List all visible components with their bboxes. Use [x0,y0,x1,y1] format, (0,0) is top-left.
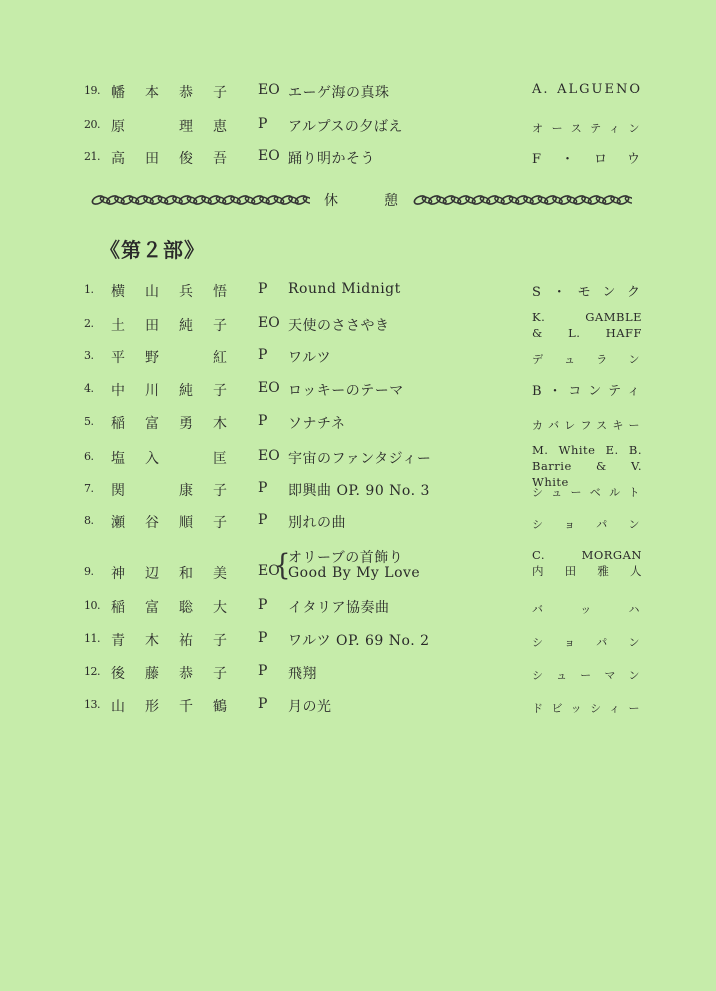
performer-name-char: 谷 [145,515,159,531]
instrument: EO [258,380,280,396]
composer: B・コンティ [532,384,642,399]
performer-name-char: 瀬 [111,515,125,531]
performer-name-char: 幡 [111,85,125,101]
item-number: 13. [84,698,100,711]
item-number: 21. [84,150,100,163]
instrument: P [258,347,268,363]
chain-ornament-left [90,194,310,206]
performer-name-char: 後 [111,666,125,682]
instrument: P [258,413,268,429]
instrument: EO [258,315,280,331]
performer-name-char: 藤 [145,666,159,682]
performer-name-char: 順 [179,515,193,531]
item-number: 19. [84,84,100,97]
performer-name-char: 富 [145,600,159,616]
performer-name-char: 山 [145,284,159,300]
performer-name-char: 子 [213,483,227,499]
composer: A. ALGUENO [532,82,642,97]
performer-name-char: 恭 [179,85,193,101]
song-title: イタリア協奏曲 [288,600,390,616]
instrument: P [258,696,268,712]
composer: C. MORGAN [532,548,642,562]
instrument: P [258,281,268,297]
composer: シューマン [532,669,642,682]
song-title: ワルツ [288,350,332,366]
song-title: 踊り明かそう [288,151,375,167]
performer-name-char: 恵 [213,119,227,135]
performer-name-char: 田 [145,151,159,167]
performer-name-char: 平 [111,350,125,366]
composer: S・モンク [532,285,642,300]
song-title: 宇宙のファンタジィー [288,451,432,467]
performer-name-char: 山 [111,699,125,715]
performer-name-char: 鶴 [213,699,227,715]
instrument: P [258,597,268,613]
performer-name-char: 紅 [213,350,227,366]
instrument: P [258,480,268,496]
item-number: 3. [84,349,94,362]
performer-name-char: 子 [213,318,227,334]
instrument: EO [258,82,280,98]
song-title: 天使のささやき [288,318,390,334]
performer-name-char: 形 [145,699,159,715]
item-number: 20. [84,118,100,131]
composer: バッハ [532,603,642,616]
performer-name-char: 吾 [213,151,227,167]
composer: ショパン [532,636,642,649]
composer: デュラン [532,353,642,366]
performer-name-char: 祐 [179,633,193,649]
performer-name-char: 本 [145,85,159,101]
performer-name-char: 木 [145,633,159,649]
performer-name-char: 高 [111,151,125,167]
composer: K. GAMBLE [532,310,642,324]
composer: M. White E. B. [532,443,642,457]
brace-mark: { [274,549,291,583]
instrument: P [258,630,268,646]
item-number: 8. [84,514,94,527]
item-number: 5. [84,415,94,428]
composer: シューベルト [532,486,642,499]
performer-name-char: 純 [179,383,193,399]
song-title: 別れの曲 [288,515,346,531]
performer-name-char: 入 [145,451,159,467]
part2-heading: 《第２部》 [100,238,205,262]
intermission-divider [90,190,630,210]
performer-name-char: 美 [213,566,227,582]
instrument: P [258,116,268,132]
song-title: ソナチネ [288,416,346,432]
performer-name-char: 千 [179,699,193,715]
song-title: 月の光 [288,699,332,715]
composer: ドビッシィー [532,702,642,715]
song-title-second: Good By My Love [288,565,421,581]
song-title: 即興曲 OP. 90 No. 3 [288,483,430,499]
performer-name-char: 康 [179,483,193,499]
performer-name-char: 子 [213,383,227,399]
composer: カバレフスキー [532,419,642,432]
performer-name-char: 中 [111,383,125,399]
composer-second-line: 内田雅人 [532,564,642,578]
performer-name-char: 匡 [213,451,227,467]
song-title: オリーブの首飾り [288,550,404,566]
performer-name-char: 理 [179,119,193,135]
performer-name-char: 横 [111,284,125,300]
performer-name-char: 田 [145,318,159,334]
composer-second-line: Barrie & V. White [532,459,642,489]
song-title: ワルツ OP. 69 No. 2 [288,633,430,649]
performer-name-char: 子 [213,633,227,649]
item-number: 9. [84,565,94,578]
performer-name-char: 青 [111,633,125,649]
performer-name-char: 純 [179,318,193,334]
performer-name-char: 恭 [179,666,193,682]
performer-name-char: 子 [213,85,227,101]
performer-name-char: 勇 [179,416,193,432]
performer-name-char: 辺 [145,566,159,582]
performer-name-char: 稲 [111,600,125,616]
performer-name-char: 原 [111,119,125,135]
performer-name-char: 聡 [179,600,193,616]
item-number: 11. [84,632,100,645]
song-title: アルプスの夕ばえ [288,119,403,135]
performer-name-char: 野 [145,350,159,366]
performer-name-char: 悟 [213,284,227,300]
composer: オースティン [532,122,642,135]
performer-name-char: 富 [145,416,159,432]
instrument: P [258,512,268,528]
performer-name-char: 神 [111,566,125,582]
performer-name-char: 兵 [179,284,193,300]
performer-name-char: 子 [213,666,227,682]
item-number: 2. [84,317,94,330]
composer: F・ロウ [532,152,642,167]
instrument: EO [258,448,280,464]
instrument: P [258,663,268,679]
song-title: Round Midnigt [288,281,401,297]
item-number: 4. [84,382,94,395]
performer-name-char: 関 [111,483,125,499]
composer-second-line: & L. HAFF [532,326,642,340]
performer-name-char: 子 [213,515,227,531]
chain-ornament-right [412,194,632,206]
performer-name-char: 川 [145,383,159,399]
instrument: EO [258,563,280,579]
performer-name-char: 土 [111,318,125,334]
performer-name-char: 塩 [111,451,125,467]
item-number: 6. [84,450,94,463]
song-title: 飛翔 [288,666,317,682]
intermission-label: 休憩 [324,193,444,209]
performer-name-char: 木 [213,416,227,432]
instrument: EO [258,148,280,164]
item-number: 1. [84,283,94,296]
composer: ショパン [532,518,642,531]
performer-name-char: 和 [179,566,193,582]
song-title: エーゲ海の真珠 [288,85,390,101]
item-number: 12. [84,665,100,678]
performer-name-char: 俊 [179,151,193,167]
item-number: 7. [84,482,94,495]
item-number: 10. [84,599,100,612]
performer-name-char: 大 [213,600,227,616]
performer-name-char: 稲 [111,416,125,432]
song-title: ロッキーのテーマ [288,383,404,399]
